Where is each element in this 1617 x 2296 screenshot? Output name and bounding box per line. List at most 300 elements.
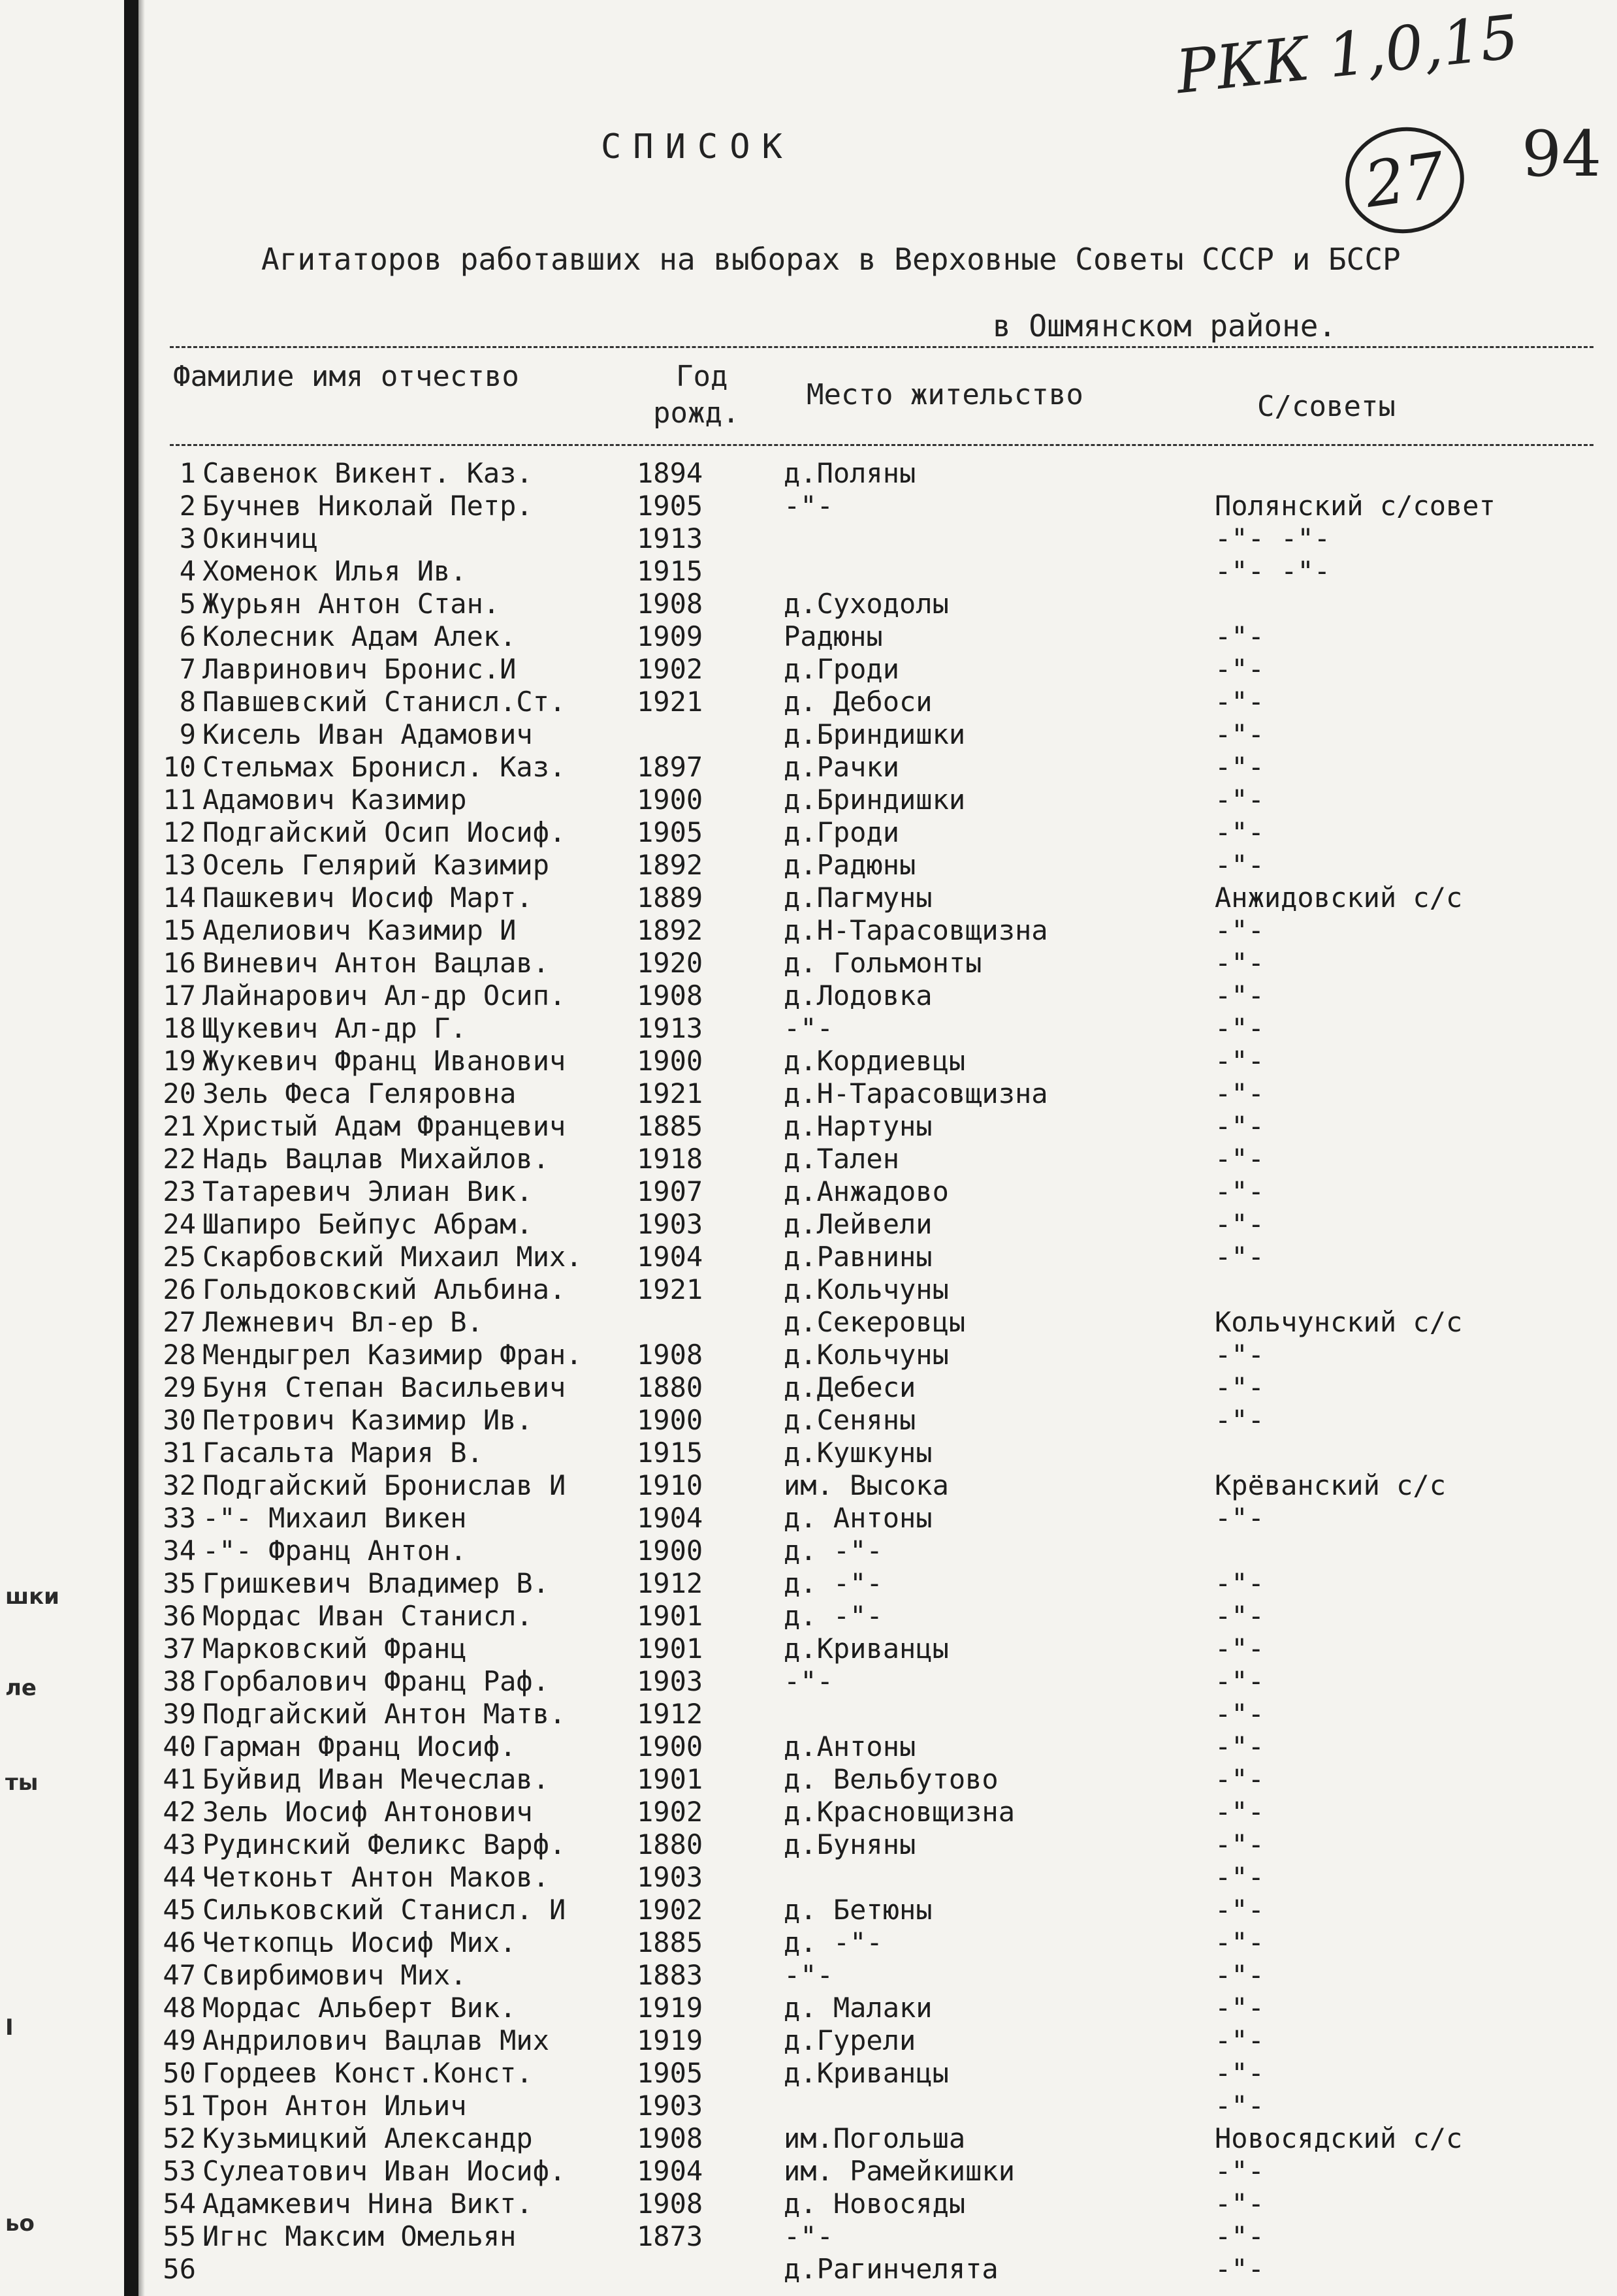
residence-place: д. -"- [784,1926,883,1958]
row-number: 12 [163,816,196,848]
village-council: -"- [1215,2155,1264,2187]
agitator-name: Сулеатович Иван Иосиф. [202,2155,566,2187]
list-row [0,1306,1617,1339]
birth-year: 1900 [637,1730,703,1762]
birth-year: 1915 [637,1437,703,1469]
agitator-name: Андрилович Вацлав Мих [202,2024,550,2056]
list-row [0,1175,1617,1208]
row-number: 32 [163,1469,196,1501]
row-number: 56 [163,2253,196,2285]
list-row [0,457,1617,490]
agitator-name: Щукевич Ал-др Г. [202,1012,467,1044]
agitator-name: Шапиро Бейпус Абрам. [202,1208,533,1240]
header-rule-top [170,346,1593,348]
list-row [0,1241,1617,1273]
birth-year: 1921 [637,686,703,718]
row-number: 6 [179,620,196,652]
list-row [0,1469,1617,1502]
list-row [0,2155,1617,2188]
agitator-name: -"- Франц Антон. [202,1535,467,1567]
agitator-name: Окинчиц [202,522,319,554]
village-council: -"- [1215,2057,1264,2089]
row-number: 22 [163,1143,196,1175]
village-council: -"- [1215,1926,1264,1958]
birth-year: 1901 [637,1633,703,1665]
row-number: 29 [163,1371,196,1403]
header-rule-bottom [170,444,1593,446]
birth-year: 1908 [637,588,703,620]
archive-code: РКК 1,0,15 [1172,1,1522,108]
village-council: -"- [1215,816,1264,848]
agitator-name: Гришкевич Владимер В. [202,1567,550,1599]
agitator-name: Горбалович Франц Раф. [202,1665,550,1697]
agitator-name: Татаревич Элиан Вик. [202,1175,533,1207]
row-number: 46 [163,1926,196,1958]
list-row [0,1208,1617,1241]
residence-place: д.Суходолы [784,588,949,620]
row-number: 52 [163,2122,196,2154]
list-row [0,686,1617,718]
agitator-name: Гасальта Мария В. [202,1437,483,1469]
birth-year: 1900 [637,1404,703,1436]
village-council: -"- [1215,1698,1264,1730]
residence-place: д.Лодовка [784,980,933,1012]
list-row [0,784,1617,816]
residence-place: д.Анжадово [784,1175,949,1207]
residence-place: -"- [784,1012,833,1044]
agitator-name: Стельмах Бронисл. Каз. [202,751,566,783]
row-number: 17 [163,980,196,1012]
list-row [0,1143,1617,1175]
residence-place: д.Пагмуны [784,882,933,914]
birth-year: 1897 [637,751,703,783]
row-number: 5 [179,588,196,620]
row-number: 4 [179,555,196,587]
row-number: 45 [163,1894,196,1926]
village-council: -"- [1215,1404,1264,1436]
list-row [0,1894,1617,1926]
list-row [0,1110,1617,1143]
list-row [0,1763,1617,1796]
row-number: 50 [163,2057,196,2089]
sheet-circle-number: 27 [1339,120,1471,241]
birth-year: 1902 [637,1894,703,1926]
agitator-name: Гордеев Конст.Конст. [202,2057,533,2089]
birth-year: 1920 [637,947,703,979]
agitator-name: Лавринович Бронис.И [202,653,517,685]
residence-place: д.Дебеси [784,1371,916,1403]
list-row [0,2122,1617,2155]
birth-year: 1919 [637,2024,703,2056]
list-row [0,620,1617,653]
row-number: 35 [163,1567,196,1599]
list-row [0,947,1617,980]
birth-year: 1913 [637,1012,703,1044]
row-number: 38 [163,1665,196,1697]
column-header-name: Фамилие имя отчество [173,360,519,393]
agitator-name: Лайнарович Ал-др Осип. [202,980,566,1012]
list-row [0,914,1617,947]
row-number: 26 [163,1273,196,1305]
list-row [0,1730,1617,1763]
row-number: 39 [163,1698,196,1730]
birth-year: 1901 [637,1763,703,1795]
list-row [0,2090,1617,2122]
village-council: -"- [1215,1241,1264,1273]
row-number: 31 [163,1437,196,1469]
agitator-name: Адамович Казимир [202,784,467,816]
village-council: -"- [1215,718,1264,750]
residence-place: д. -"- [784,1535,883,1567]
residence-place: д. Вельбутово [784,1763,999,1795]
birth-year: 1903 [637,1665,703,1697]
row-number: 16 [163,947,196,979]
village-council: -"- [1215,620,1264,652]
birth-year: 1921 [637,1077,703,1109]
birth-year: 1913 [637,522,703,554]
agitator-name: Подгайский Антон Матв. [202,1698,566,1730]
village-council: Крёванский с/с [1215,1469,1447,1501]
list-row [0,1502,1617,1535]
row-number: 19 [163,1045,196,1077]
row-number: 49 [163,2024,196,2056]
residence-place: д. Дебоси [784,686,933,718]
agitator-name: Буйвид Иван Мечеслав. [202,1763,550,1795]
village-council: -"- [1215,1175,1264,1207]
residence-place: д. Антоны [784,1502,933,1534]
document-title: СПИСОК [601,127,794,167]
birth-year: 1900 [637,1045,703,1077]
list-row [0,1404,1617,1437]
column-header-year: Год [676,360,728,393]
list-row [0,1600,1617,1633]
residence-place: д. -"- [784,1567,883,1599]
agitator-name: Четкопць Иосиф Мих. [202,1926,517,1958]
village-council: -"- [1215,1665,1264,1697]
residence-place: д. Бетюны [784,1894,933,1926]
birth-year: 1892 [637,914,703,946]
residence-place: д.Кушкуны [784,1437,933,1469]
village-council: -"- [1215,1208,1264,1240]
village-council: -"- [1215,1763,1264,1795]
agitator-name: Подгайский Осип Иосиф. [202,816,566,848]
list-row [0,555,1617,588]
residence-place: им.Погольша [784,2122,966,2154]
village-council: -"- [1215,686,1264,718]
row-number: 41 [163,1763,196,1795]
agitator-name: Зель Иосиф Антонович [202,1796,533,1828]
agitator-name: Четконьт Антон Маков. [202,1861,550,1893]
village-council: -"- [1215,1894,1264,1926]
village-council: -"- [1215,2090,1264,2122]
list-row [0,1012,1617,1045]
agitator-name: Бучнев Николай Петр. [202,490,533,522]
row-number: 11 [163,784,196,816]
residence-place: д.Н-Тарасовщизна [784,914,1048,946]
village-council: -"- -"- [1215,522,1331,554]
residence-place: д. Малаки [784,1992,933,2024]
village-council: -"- [1215,947,1264,979]
residence-place: -"- [784,1665,833,1697]
row-number: 42 [163,1796,196,1828]
row-number: 54 [163,2188,196,2220]
agitator-name: Колесник Адам Алек. [202,620,517,652]
row-number: 27 [163,1306,196,1338]
residence-place: д.Секеровцы [784,1306,966,1338]
row-number: 53 [163,2155,196,2187]
list-row [0,522,1617,555]
residence-place: д.Кольчуны [784,1273,949,1305]
birth-year: 1903 [637,2090,703,2122]
agitator-name: Мордас Иван Станисл. [202,1600,533,1632]
residence-place: д.Тален [784,1143,900,1175]
birth-year: 1873 [637,2220,703,2252]
birth-year: 1883 [637,1959,703,1991]
agitator-name: Петрович Казимир Ив. [202,1404,533,1436]
residence-place: д.Н-Тарасовщизна [784,1077,1048,1109]
row-number: 1 [179,457,196,489]
birth-year: 1889 [637,882,703,914]
village-council: -"- [1215,1861,1264,1893]
birth-year: 1912 [637,1567,703,1599]
list-row [0,1698,1617,1730]
row-number: 34 [163,1535,196,1567]
list-row [0,2253,1617,2286]
residence-place: д.Кордиевцы [784,1045,966,1077]
agitator-name: Буня Степан Васильевич [202,1371,566,1403]
row-number: 18 [163,1012,196,1044]
village-council: -"- [1215,1796,1264,1828]
list-row [0,816,1617,849]
agitator-name: Хоменок Илья Ив. [202,555,467,587]
list-row [0,2057,1617,2090]
village-council: -"- [1215,1502,1264,1534]
list-row [0,718,1617,751]
agitator-name: Рудинский Феликс Варф. [202,1828,566,1860]
edge-fragment: ты [5,1770,39,1796]
residence-place: д.Буняны [784,1828,916,1860]
row-number: 23 [163,1175,196,1207]
birth-year: 1900 [637,1535,703,1567]
list-row [0,1045,1617,1077]
list-row [0,2024,1617,2057]
agitator-name: Христый Адам Францевич [202,1110,566,1142]
birth-year: 1904 [637,1502,703,1534]
agitator-name: Марковский Франц [202,1633,467,1665]
agitator-name: Гольдоковский Альбина. [202,1273,566,1305]
row-number: 14 [163,882,196,914]
list-row [0,849,1617,882]
village-council: Новосядский с/с [1215,2122,1463,2154]
village-council: -"- [1215,980,1264,1012]
birth-year: 1892 [637,849,703,881]
residence-place: д.Красновщизна [784,1796,1016,1828]
birth-year: 1903 [637,1208,703,1240]
birth-year: 1900 [637,784,703,816]
edge-fragment: ле [5,1675,37,1701]
birth-year: 1885 [637,1110,703,1142]
birth-year: 1909 [637,620,703,652]
row-number: 7 [179,653,196,685]
village-council: -"- [1215,1828,1264,1860]
residence-place: д.Гроди [784,816,900,848]
list-row [0,751,1617,784]
village-council: -"- [1215,1959,1264,1991]
birth-year: 1902 [637,1796,703,1828]
agitator-name: Лежневич Вл-ер В. [202,1306,483,1338]
row-number: 24 [163,1208,196,1240]
list-row [0,1926,1617,1959]
village-council: -"- [1215,1600,1264,1632]
list-row [0,1437,1617,1469]
village-council: -"- [1215,1012,1264,1044]
residence-place: д.Антоны [784,1730,916,1762]
row-number: 13 [163,849,196,881]
birth-year: 1901 [637,1600,703,1632]
residence-place: д.Равнины [784,1241,933,1273]
row-number: 10 [163,751,196,783]
row-number: 43 [163,1828,196,1860]
agitator-name: Аделиович Казимир И [202,914,517,946]
agitator-name: Зель Феса Гелярoвна [202,1077,517,1109]
list-row [0,1665,1617,1698]
agitator-name: Сильковский Станисл. И [202,1894,566,1926]
agitator-name: Надь Вацлав Михайлов. [202,1143,550,1175]
village-council: -"- [1215,751,1264,783]
birth-year: 1905 [637,816,703,848]
birth-year: 1904 [637,2155,703,2187]
row-number: 28 [163,1339,196,1371]
village-council: -"- [1215,2253,1264,2285]
village-council: -"- -"- [1215,555,1331,587]
residence-place: им. Высока [784,1469,949,1501]
row-number: 2 [179,490,196,522]
village-council: -"- [1215,653,1264,685]
agitator-name: Кузьмицкий Александр [202,2122,533,2154]
birth-year: 1907 [637,1175,703,1207]
row-number: 51 [163,2090,196,2122]
birth-year: 1904 [637,1241,703,1273]
birth-year: 1908 [637,980,703,1012]
birth-year: 1908 [637,1339,703,1371]
residence-place: -"- [784,490,833,522]
agitator-name: Пашкевич Иосиф Март. [202,882,533,914]
village-council: -"- [1215,1045,1264,1077]
birth-year: 1915 [637,555,703,587]
agitator-name: Жукевич Франц Иванович [202,1045,566,1077]
residence-place: д.Бриндишки [784,784,966,816]
residence-place: д.Рачки [784,751,900,783]
list-row [0,653,1617,686]
residence-place: д.Гроди [784,653,900,685]
residence-place: им. Рамейкишки [784,2155,1016,2187]
birth-year: 1918 [637,1143,703,1175]
row-number: 3 [179,522,196,554]
residence-place: д. Гольмонты [784,947,982,979]
list-row [0,1828,1617,1861]
agitator-name: Игнс Максим Омельян [202,2220,517,2252]
residence-place: д.Радюны [784,849,916,881]
birth-year: 1921 [637,1273,703,1305]
agitator-name: Трон Антон Ильич [202,2090,467,2122]
agitator-name: Адамкевич Нина Викт. [202,2188,533,2220]
list-row [0,1796,1617,1828]
column-header-council: С/советы [1257,390,1396,423]
agitator-name: Виневич Антон Вацлав. [202,947,550,979]
village-council: Полянский с/совет [1215,490,1496,522]
agitator-name: Мендыгрел Казимир Фран. [202,1339,583,1371]
edge-fragment: I [5,2015,14,2041]
village-council: -"- [1215,1633,1264,1665]
village-council: -"- [1215,914,1264,946]
village-council: -"- [1215,2188,1264,2220]
village-council: -"- [1215,1730,1264,1762]
residence-place: Радюны [784,620,883,652]
residence-place: д.Лейвели [784,1208,933,1240]
village-council: -"- [1215,1110,1264,1142]
row-number: 40 [163,1730,196,1762]
document-subtitle-district: в Ошмянском районе. [993,308,1337,343]
village-council: -"- [1215,1077,1264,1109]
residence-place: д.Криванцы [784,2057,949,2089]
birth-year: 1919 [637,1992,703,2024]
list-row [0,1567,1617,1600]
edge-fragment: ьо [5,2210,35,2237]
village-council: -"- [1215,1992,1264,2024]
list-row [0,1371,1617,1404]
list-row [0,1339,1617,1371]
residence-place: д.Кольчуны [784,1339,949,1371]
list-row [0,1861,1617,1894]
residence-place: д. -"- [784,1600,883,1632]
agitator-name: Мордас Альберт Вик. [202,1992,517,2024]
village-council: -"- [1215,1143,1264,1175]
agitator-name: Свирбимович Мих. [202,1959,467,1991]
residence-place: д.Сеняны [784,1404,916,1436]
village-council: -"- [1215,1371,1264,1403]
agitator-name: Подгайский Бронислав И [202,1469,566,1501]
residence-place: д.Криванцы [784,1633,949,1665]
column-header-year-sub: рожд. [653,396,740,430]
column-header-place: Место жительство [807,378,1083,411]
birth-year: 1880 [637,1371,703,1403]
row-number: 25 [163,1241,196,1273]
row-number: 44 [163,1861,196,1893]
row-number: 37 [163,1633,196,1665]
village-council: -"- [1215,2220,1264,2252]
agitator-name: Кисель Иван Адамович [202,718,533,750]
row-number: 15 [163,914,196,946]
residence-place: д.Бриндишки [784,718,966,750]
village-council: -"- [1215,849,1264,881]
agitator-name: -"- Михаил Викен [202,1502,467,1534]
residence-place: д.Рагинчелята [784,2253,999,2285]
birth-year: 1908 [637,2188,703,2220]
residence-place: д. Новосяды [784,2188,966,2220]
birth-year: 1912 [637,1698,703,1730]
birth-year: 1885 [637,1926,703,1958]
village-council: -"- [1215,784,1264,816]
birth-year: 1880 [637,1828,703,1860]
list-row [0,1535,1617,1567]
birth-year: 1894 [637,457,703,489]
list-row [0,1077,1617,1110]
birth-year: 1910 [637,1469,703,1501]
row-number: 47 [163,1959,196,1991]
list-row [0,980,1617,1012]
list-row [0,588,1617,620]
residence-place: -"- [784,1959,833,1991]
